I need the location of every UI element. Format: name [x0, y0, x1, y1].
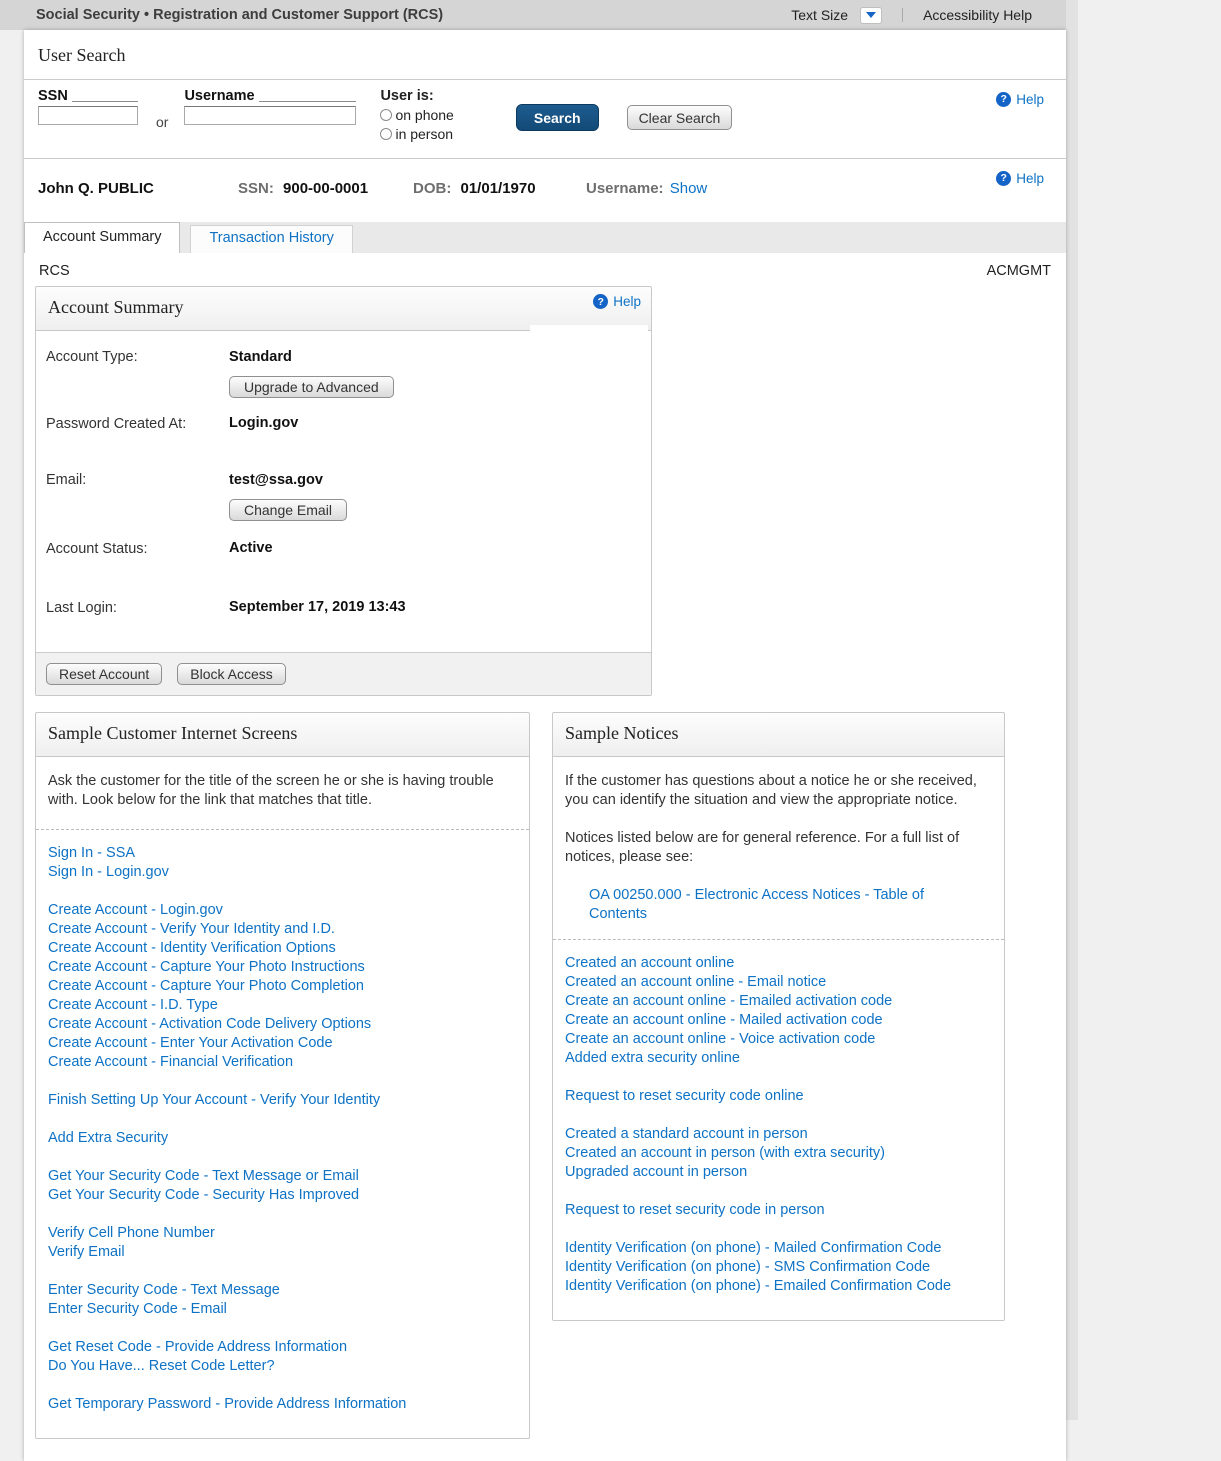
tab-bar — [24, 222, 1066, 253]
app-header — [0, 0, 1078, 30]
link-group — [48, 1224, 517, 1262]
header-notch — [530, 325, 648, 334]
link-group — [565, 1087, 992, 1106]
sample-notice-link[interactable]: Request to reset security code online — [565, 1088, 804, 1104]
dob-field-label: DOB: — [413, 180, 452, 197]
sample-notice-link[interactable]: Identity Verification (on phone) - SMS Confirmation Code — [565, 1259, 931, 1275]
sample-screen-link[interactable]: Create Account - Enter Your Activation Code — [48, 1035, 333, 1051]
sample-screens-panel — [35, 712, 530, 1439]
dob-value: 01/01/1970 — [460, 180, 536, 197]
sample-notices-header — [553, 713, 1004, 757]
sample-screen-link[interactable]: Create Account - Activation Code Delivery Options — [48, 1016, 372, 1032]
sample-screen-link[interactable]: Verify Cell Phone Number — [48, 1225, 215, 1241]
sample-screen-link[interactable]: Create Account - Login.gov — [48, 902, 223, 918]
sample-screens-header — [36, 713, 529, 757]
sample-notice-link[interactable]: Create an account online - Voice activation code — [565, 1031, 876, 1047]
user-is-group — [380, 88, 453, 142]
reset-account-button[interactable]: Reset Account — [46, 663, 162, 685]
account-type-label: Account Type: — [46, 349, 138, 365]
clear-search-button[interactable]: Clear Search — [627, 105, 733, 130]
sample-screen-link[interactable]: Get Your Security Code - Text Message or Email — [48, 1168, 359, 1184]
or-label: or — [156, 114, 169, 130]
search-button[interactable]: Search — [516, 104, 599, 131]
block-access-button[interactable]: Block Access — [177, 663, 285, 685]
user-is-label: User is: — [380, 88, 434, 104]
search-help-link[interactable]: ? Help — [996, 92, 1044, 107]
ssn-label: SSN — [38, 88, 138, 104]
user-search-header — [24, 30, 1066, 80]
link-group — [565, 954, 992, 1068]
upgrade-to-advanced-button[interactable]: Upgrade to Advanced — [229, 376, 394, 398]
link-group — [48, 1281, 517, 1319]
radio-icon[interactable] — [380, 128, 392, 140]
sample-screen-link[interactable]: Create Account - Verify Your Identity and I.D. — [48, 921, 335, 937]
app-code-row — [24, 253, 1066, 284]
main-content — [24, 30, 1066, 1461]
link-group — [48, 1338, 517, 1376]
username-field-label: Username: — [586, 180, 664, 197]
sample-notice-link[interactable]: Added extra security online — [565, 1050, 740, 1066]
username-label: Username — [184, 88, 356, 104]
scrollbar-track[interactable] — [1066, 0, 1078, 1420]
sample-notice-link[interactable]: Created a standard account in person — [565, 1126, 808, 1142]
chevron-down-icon — [866, 12, 876, 18]
sample-screen-link[interactable]: Sign In - SSA — [48, 845, 136, 861]
sample-screen-link[interactable]: Enter Security Code - Email — [48, 1301, 227, 1317]
panel-title: Account Summary — [48, 297, 184, 317]
page-title: User Search — [38, 45, 126, 65]
sample-notice-link[interactable]: Create an account online - Emailed activation code — [565, 993, 893, 1009]
account-help-link[interactable]: ? Help — [593, 294, 641, 309]
link-group — [565, 1125, 992, 1182]
sample-screen-link[interactable]: Create Account - Capture Your Photo Completion — [48, 978, 364, 994]
link-group — [565, 1239, 992, 1296]
link-group — [48, 1395, 517, 1414]
text-size-dropdown[interactable] — [860, 7, 882, 24]
sample-screen-link[interactable]: Sign In - Login.gov — [48, 864, 169, 880]
sample-screen-link[interactable]: Finish Setting Up Your Account - Verify Your Identity — [48, 1092, 381, 1108]
sample-screen-link[interactable]: Create Account - Capture Your Photo Instructions — [48, 959, 365, 975]
account-status-value: Active — [229, 540, 273, 556]
link-group — [48, 844, 517, 882]
sample-screen-link[interactable]: Verify Email — [48, 1244, 125, 1260]
sample-notices-panel — [552, 712, 1005, 1321]
tab-account-summary[interactable]: Account Summary — [24, 222, 180, 253]
tab-transaction-history[interactable]: Transaction History — [190, 225, 352, 253]
sample-notice-link[interactable]: Create an account online - Mailed activation code — [565, 1012, 883, 1028]
account-summary-panel-header — [36, 287, 651, 331]
accessibility-help-link[interactable]: Accessibility Help — [923, 7, 1032, 23]
sample-notice-link[interactable]: Created an account online — [565, 955, 735, 971]
change-email-button[interactable]: Change Email — [229, 499, 347, 521]
dashed-divider — [36, 829, 529, 830]
ssn-input[interactable] — [38, 106, 138, 125]
sample-notice-link[interactable]: Identity Verification (on phone) - Mailed Confirmation Code — [565, 1240, 942, 1256]
password-created-value: Login.gov — [229, 415, 299, 431]
ssn-field-label: SSN: — [238, 180, 274, 197]
link-group — [48, 1167, 517, 1205]
show-username-link[interactable]: Show — [669, 180, 708, 197]
dashed-divider — [553, 939, 1004, 940]
link-group — [48, 901, 517, 1072]
last-login-value: September 17, 2019 13:43 — [229, 599, 406, 615]
sample-notice-link[interactable]: Request to reset security code in person — [565, 1202, 825, 1218]
user-help-link[interactable]: ? Help — [996, 171, 1044, 186]
text-size-label: Text Size — [791, 7, 849, 23]
username-input[interactable] — [184, 106, 356, 125]
sample-notice-link[interactable]: Identity Verification (on phone) - Emailed Confirmation Code — [565, 1278, 952, 1294]
password-created-label: Password Created At: — [46, 416, 187, 432]
email-label: Email: — [46, 472, 87, 488]
link-group — [48, 1091, 517, 1110]
user-name: John Q. PUBLIC — [38, 180, 154, 197]
help-icon: ? — [996, 92, 1011, 107]
sample-notice-link[interactable]: Created an account online - Email notice — [565, 974, 827, 990]
sample-screen-link[interactable]: Get Reset Code - Provide Address Information — [48, 1339, 348, 1355]
sample-screen-link[interactable]: Add Extra Security — [48, 1130, 169, 1146]
account-status-label: Account Status: — [46, 541, 148, 557]
radio-on-phone[interactable]: on phone — [380, 107, 453, 123]
app-title: Social Security • Registration and Customer Support (RCS) — [36, 7, 444, 23]
user-info-row — [24, 158, 1066, 222]
sample-screens-intro: Ask the customer for the title of the screen he or she is having trouble with. Look below for the link that matches that title. — [48, 773, 494, 808]
user-search-form — [24, 80, 1066, 158]
help-icon: ? — [996, 171, 1011, 186]
sample-screens-links — [48, 844, 517, 1414]
app-code-right: ACMGMT — [986, 263, 1051, 279]
last-login-label: Last Login: — [46, 600, 117, 616]
sample-screen-link[interactable]: Create Account - I.D. Type — [48, 997, 218, 1013]
sample-screen-link[interactable]: Get Temporary Password - Provide Address Information — [48, 1396, 407, 1412]
sample-screen-link[interactable]: Do You Have... Reset Code Letter? — [48, 1358, 275, 1374]
app-code-left: RCS — [39, 263, 70, 279]
sample-notice-link[interactable]: Upgraded account in person — [565, 1164, 748, 1180]
sample-notices-intro-1: If the customer has questions about a notice he or she received, you can identify the situation and view the appropriate notice. — [565, 773, 977, 808]
link-group — [48, 1129, 517, 1148]
account-summary-footer — [36, 652, 651, 695]
sample-screen-link[interactable]: Create Account - Financial Verification — [48, 1054, 294, 1070]
panel-title: Sample Notices — [565, 723, 679, 743]
notices-toc-link[interactable]: OA 00250.000 - Electronic Access Notices - Table of Contents — [589, 887, 925, 922]
sample-screen-link[interactable]: Get Your Security Code - Security Has Improved — [48, 1187, 360, 1203]
sample-notices-intro-2: Notices listed below are for general reference. For a full list of notices, please see: — [565, 830, 960, 865]
help-icon: ? — [593, 294, 608, 309]
sample-notice-link[interactable]: Created an account in person (with extra security) — [565, 1145, 885, 1161]
panel-title: Sample Customer Internet Screens — [48, 723, 298, 743]
sample-screen-link[interactable]: Create Account - Identity Verification Options — [48, 940, 336, 956]
sample-notices-links — [565, 954, 992, 1296]
radio-icon[interactable] — [380, 109, 392, 121]
account-type-value: Standard — [229, 349, 292, 365]
radio-in-person[interactable]: in person — [380, 126, 453, 142]
divider — [902, 8, 903, 22]
ssn-value: 900-00-0001 — [283, 180, 369, 197]
sample-screen-link[interactable]: Enter Security Code - Text Message — [48, 1282, 280, 1298]
account-summary-panel — [35, 286, 652, 696]
link-group — [565, 1201, 992, 1220]
email-value: test@ssa.gov — [229, 472, 323, 488]
